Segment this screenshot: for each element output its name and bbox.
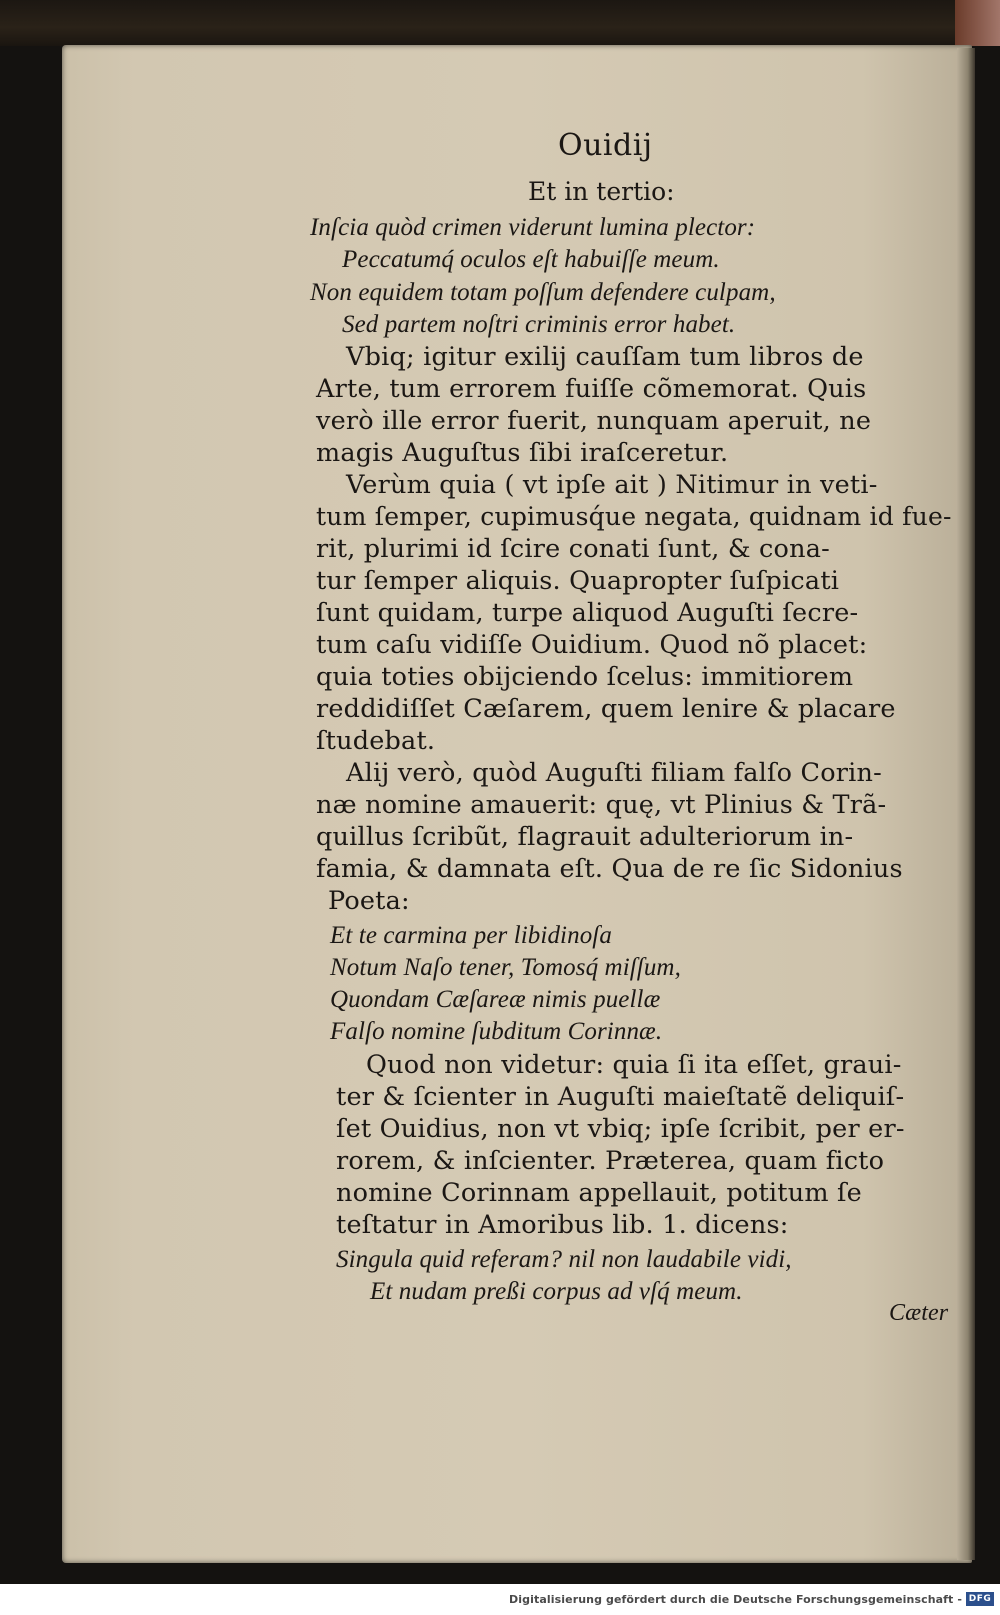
verse-line: Falſo nomine ſubditum Corinnæ.	[330, 1018, 663, 1045]
verse-line: Non equidem totam poſſum defendere culpam,	[310, 279, 776, 306]
dfg-logo: DFG	[966, 1592, 994, 1606]
prose-line: ſunt quidam, turpe aliquod Auguſti ſecre-	[316, 598, 859, 628]
catchword: Cæter	[889, 1300, 949, 1326]
verse-line: Singula quid referam? nil non laudabile vidi,	[336, 1246, 792, 1273]
footer-bar	[0, 1584, 1000, 1615]
prose-line: tum caſu vidiſſe Ouidium. Quod nõ placet:	[316, 630, 868, 660]
prose-line: quillus ſcribũt, flagrauit adulteriorum in-	[316, 822, 854, 852]
prose-line: Verùm quia ( vt ipſe ait ) Nitimur in veti-	[346, 470, 878, 500]
verse-line: Quondam Cæſareæ nimis puellæ	[330, 986, 661, 1013]
prose-line: Vbiq; igitur exilij cauſſam tum libros de	[346, 342, 864, 372]
prose-line: ſet Ouidius, non vt vbiq; ipſe ſcribit, per er-	[336, 1114, 905, 1144]
verse-line: Et te carmina per libidinoſa	[330, 922, 612, 949]
prose-line: rorem, & inſcienter. Præterea, quam ficto	[336, 1146, 885, 1176]
prose-line: ter & ſcienter in Auguſti maieſtatẽ deliquiſ-	[336, 1082, 905, 1112]
subheading: Et in tertio:	[528, 177, 675, 206]
prose-line: næ nomine amauerit: quę, vt Plinius & Trã-	[316, 790, 887, 820]
verse-line: Peccatumq́ oculos eſt habuiſſe meum.	[342, 246, 720, 273]
verse-line: Et nudam preßi corpus ad vſq́ meum.	[370, 1278, 743, 1305]
verse-line: Sed partem noſtri criminis error habet.	[342, 311, 736, 338]
prose-line: magis Auguſtus ſibi iraſceretur.	[316, 438, 729, 468]
footer-credit: Digitalisierung gefördert durch die Deutsche Forschungsgemeinschaft -	[509, 1593, 962, 1606]
prose-line: reddidiſſet Cæſarem, quem lenire & placare	[316, 694, 896, 724]
prose-line: teſtatur in Amoribus lib. 1. dicens:	[336, 1210, 789, 1240]
prose-line: Alij verò, quòd Auguſti filiam falſo Corin-	[346, 758, 882, 788]
prose-line: quia toties obijciendo ſcelus: immitiorem	[316, 662, 854, 692]
prose-line: rit, plurimi id ſcire conati ſunt, & cona-	[316, 534, 830, 564]
prose-line: tur ſemper aliquis. Quapropter ſuſpicati	[316, 566, 840, 596]
prose-line: Poeta:	[328, 886, 410, 916]
prose-line: nomine Corinnam appellauit, potitum ſe	[336, 1178, 862, 1208]
page-fore-edge	[957, 48, 975, 1560]
verse-line: Notum Naſo tener, Tomosq́ miſſum,	[330, 954, 681, 981]
running-head: Ouidij	[558, 128, 653, 163]
prose-line: famia, & damnata eſt. Qua de re ſic Sidonius	[316, 854, 903, 884]
book-binding-top	[0, 0, 1000, 46]
prose-line: Quod non videtur: quia ſi ita eſſet, graui-	[366, 1050, 902, 1080]
prose-line: ſtudebat.	[316, 726, 436, 756]
prose-line: tum ſemper, cupimusq́ue negata, quidnam id fue-	[316, 502, 952, 532]
book-cover-edge	[955, 0, 1000, 46]
prose-line: Arte, tum errorem fuiſſe cõmemorat. Quis	[316, 374, 867, 404]
verse-line: Inſcia quòd crimen viderunt lumina plector:	[310, 214, 756, 241]
prose-line: verò ille error fuerit, nunquam aperuit, ne	[316, 406, 872, 436]
